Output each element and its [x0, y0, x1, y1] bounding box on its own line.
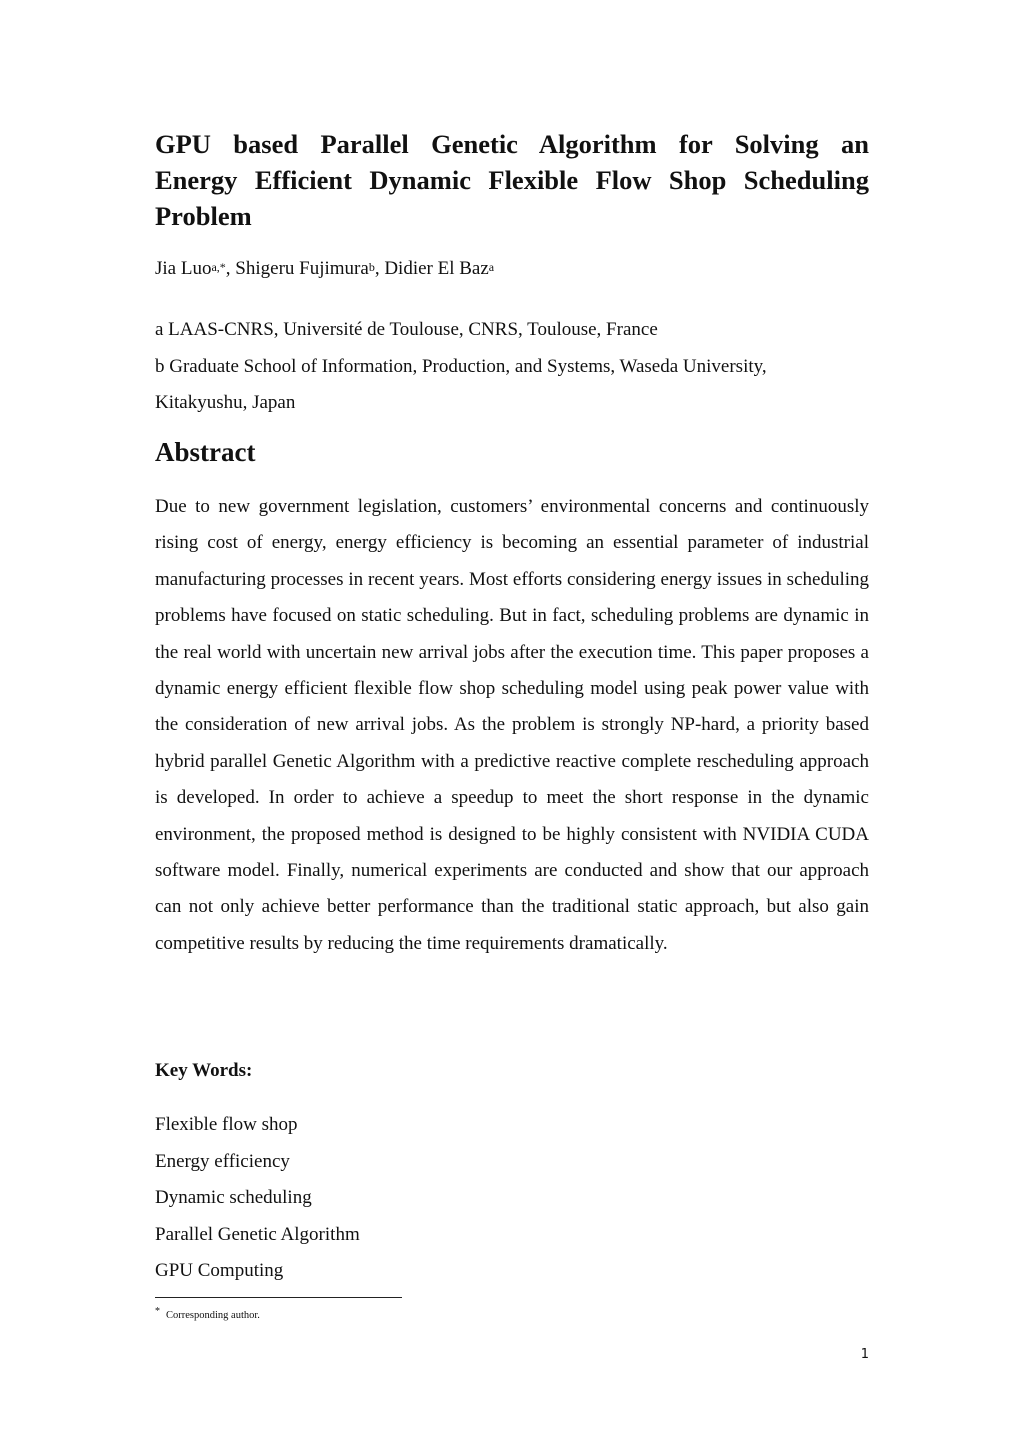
author-list — [155, 256, 494, 283]
footnote — [155, 1308, 260, 1324]
footnote-text: Corresponding author. — [166, 1310, 260, 1321]
author-name: Jia Luo — [155, 258, 212, 279]
keyword-item: Dynamic scheduling — [155, 1187, 312, 1208]
keyword-item: Parallel Genetic Algorithm — [155, 1223, 360, 1245]
keyword-item: Flexible flow shop — [155, 1114, 298, 1135]
keyword-item: Energy efficiency — [155, 1150, 290, 1172]
author-name: Didier El Baz — [384, 258, 489, 279]
title-line: Energy Efficient Dynamic Flexible Flow Shop Scheduling — [155, 165, 869, 195]
affiliation-line: b Graduate School of Information, Production, and Systems, Waseda University, — [155, 355, 767, 377]
affiliations — [155, 312, 869, 422]
keywords-heading: Key Words: — [155, 1060, 253, 1081]
abstract-heading: Abstract — [155, 437, 256, 467]
abstract-text: Due to new government legislation, customers’ environmental concerns and continuously rising cost of energy, energy efficiency is becoming an essential parameter of industrial manufacturing processes in recent years. Most efforts considering energy issues in scheduling problems have focused on static scheduling. But in fact, scheduling problems are dynamic in the real world with uncertain new arrival jobs after the execution time. This paper proposes a dynamic energy efficient flexible flow shop scheduling model using peak power value with the consideration of new arrival jobs. As the problem is strongly NP-hard, a priority based hybrid parallel Genetic Algorithm with a predictive reactive complete rescheduling approach is developed. In order to achieve a speedup to meet the short response in the dynamic environment, the proposed method is designed to be highly consistent with NVIDIA CUDA software model. Finally, numerical experiments are conducted and show that our approach can not only achieve better performance than the traditional static approach, but also gain competitive results by reducing the time requirements dramatically. — [155, 496, 869, 954]
paper-title — [155, 126, 869, 234]
paper-page — [155, 0, 869, 1449]
title-line: GPU based Parallel Genetic Algorithm for Solving an — [155, 129, 869, 159]
author-separator: , — [225, 258, 236, 279]
title-line: Problem — [155, 201, 252, 231]
author-name: Shigeru Fujimura — [235, 258, 369, 279]
author-affiliation-mark: a — [488, 260, 495, 274]
keywords-list — [155, 1107, 360, 1290]
keyword-item: GPU Computing — [155, 1260, 284, 1281]
author-separator: , — [374, 258, 385, 279]
footnote-mark: * — [155, 1306, 160, 1317]
affiliation-line: Kitakyushu, Japan — [155, 392, 296, 413]
author-affiliation-mark: b — [368, 260, 375, 274]
page-number: 1 — [860, 1347, 869, 1362]
author-affiliation-mark: a,* — [211, 260, 226, 274]
footnote-divider — [155, 1297, 402, 1298]
affiliation-line: a LAAS-CNRS, Université de Toulouse, CNRS, Toulouse, France — [155, 319, 658, 340]
